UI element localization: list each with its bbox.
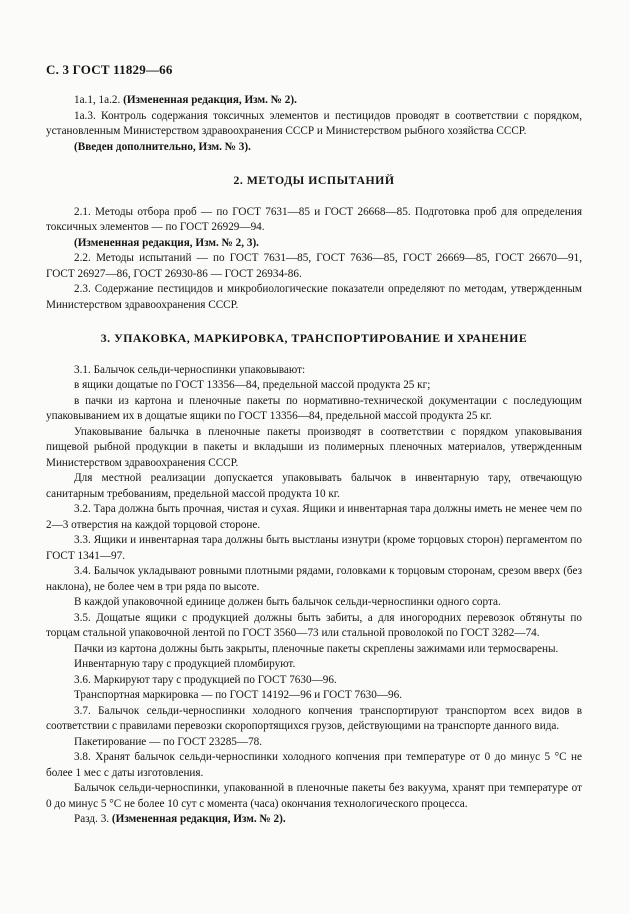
document-body (46, 93, 582, 828)
amendment-note-added: (Введен дополнительно, Изм. № 3). (74, 140, 251, 153)
paragraph-3-3: 3.3. Ящики и инвентарная тара должны быть выстланы изнутри (кроме торцовых сторон) пергаментом по ГОСТ 1341—97. (46, 534, 582, 562)
amendment-note-section-3: (Измененная редакция, Изм. № 2). (111, 813, 286, 825)
page-header: С. 3 ГОСТ 11829—66 (46, 62, 173, 77)
amendment-note: (Измененная редакция, Изм. № 2). (123, 94, 297, 106)
paragraph-3-7-b: Пакетирование — по ГОСТ 23285—78. (74, 735, 263, 748)
paragraph-3-5-b: Пачки из картона должны быть закрыты, пленочные пакеты скреплены зажимами или термосварены. (74, 642, 559, 655)
paragraph-3-4-b: В каждой упаковочной единице должен быть балычок сельди-черноспинки одного сорта. (74, 596, 501, 608)
paragraph-3-1-a: в ящики дощатые по ГОСТ 13356—84, предельной массой продукта 25 кг; (74, 379, 431, 391)
paragraph-3-2: 3.2. Тара должна быть прочная, чистая и сухая. Ящики и инвентарная тара должны иметь не менее чем по 2—3 отверстия на каждой торцовой стороне. (46, 503, 582, 531)
paragraph-3-1-d: Для местной реализации допускается упаковывать балычок в инвентарную тару, отвечающую санитарным требованиям, предельной массой продукта 10 кг. (46, 472, 582, 500)
paragraph-1a3: 1а.3. Контроль содержания токсичных элементов и пестицидов проводят в соответствии с порядком, установленным Министерством здравоохранения СССР и Министерством рыбного хозяйства СССР. (46, 109, 582, 137)
paragraph-3-5: 3.5. Дощатые ящики с продукцией должны быть забиты, а для иногородних перевозок обтянуты по торцам стальной упаковочной лентой по ГОСТ 3560—73 или стальной проволокой по ГОСТ 3282—74. (46, 611, 582, 639)
paragraph-3-7: 3.7. Балычок сельди-черноспинки холодного копчения транспортируют транспортом всех видов в соответствии с правилами перевозки скоропортящихся грузов, действующими на транспорте данного вида. (46, 704, 582, 732)
paragraph-3-1-c: Упаковывание балычка в пленочные пакеты производят в соответствии с порядком упаковывания пищевой рыбной продукции в пакеты и вкладыши из полимерных пленочных материалов, утвержденным Министерством здравоохранения СССР. (46, 425, 582, 469)
section-2-title: 2. МЕТОДЫ ИСПЫТАНИЙ (233, 173, 395, 187)
paragraph-2-2: 2.2. Методы испытаний — по ГОСТ 7631—85, ГОСТ 7636—85, ГОСТ 26669—85, ГОСТ 26670—91, ГОСТ 26927—86, ГОСТ 26930-86 — ГОСТ 26934-86. (46, 252, 582, 280)
paragraph-3-1-b: в пачки из картона и пленочные пакеты по нормативно-технической документации с последующим упаковыванием их в дощатые ящики по ГОСТ 13356—84, предельной массой продукта 25 кг. (46, 394, 582, 422)
paragraph-2-3: 2.3. Содержание пестицидов и микробиологические показатели определяют по методам, утвержденным Министерством здравоохранения СССР. (46, 283, 582, 311)
paragraph-3-8: 3.8. Хранят балычок сельди-черноспинки холодного копчения при температуре от 0 до минус 5 °С не более 1 мес с даты изготовления. (46, 751, 582, 779)
section-3-title: 3. УПАКОВКА, МАРКИРОВКА, ТРАНСПОРТИРОВАНИЕ И ХРАНЕНИЕ (100, 331, 528, 345)
paragraph-section-3-note (46, 812, 582, 828)
paragraph-3-1: 3.1. Балычок сельди-черноспинки упаковывают: (74, 363, 306, 376)
paragraph-3-8-b: Балычок сельди-черноспинки, упакованной в пленочные пакеты без вакуума, хранят при температуре от 0 до минус 5 °С не более 10 сут с момента (часа) окончания технологического процесса. (46, 782, 582, 810)
paragraph-1a1-prefix: 1а.1, 1а.2. (74, 94, 124, 106)
paragraph-3-6: 3.6. Маркируют тару с продукцией по ГОСТ 7630—96. (74, 673, 337, 686)
paragraph-1a1 (46, 93, 582, 109)
paragraph-3-4: 3.4. Балычок укладывают ровными плотными рядами, головками к торцовым сторонам, срезом вверх (без наклона), не более чем в три ряда по высоте. (46, 565, 582, 593)
paragraph-3-6-b: Транспортная маркировка — по ГОСТ 14192—96 и ГОСТ 7630—96. (74, 689, 403, 701)
section-3-note-prefix: Разд. 3. (74, 813, 112, 825)
amendment-note-2-1: (Измененная редакция, Изм. № 2, 3). (74, 236, 259, 249)
paragraph-2-1: 2.1. Методы отбора проб — по ГОСТ 7631—85 и ГОСТ 26668—85. Подготовка проб для определения токсичных элементов — по ГОСТ 26929—94. (46, 205, 582, 233)
paragraph-3-5-c: Инвентарную тару с продукцией пломбируют. (74, 658, 296, 670)
